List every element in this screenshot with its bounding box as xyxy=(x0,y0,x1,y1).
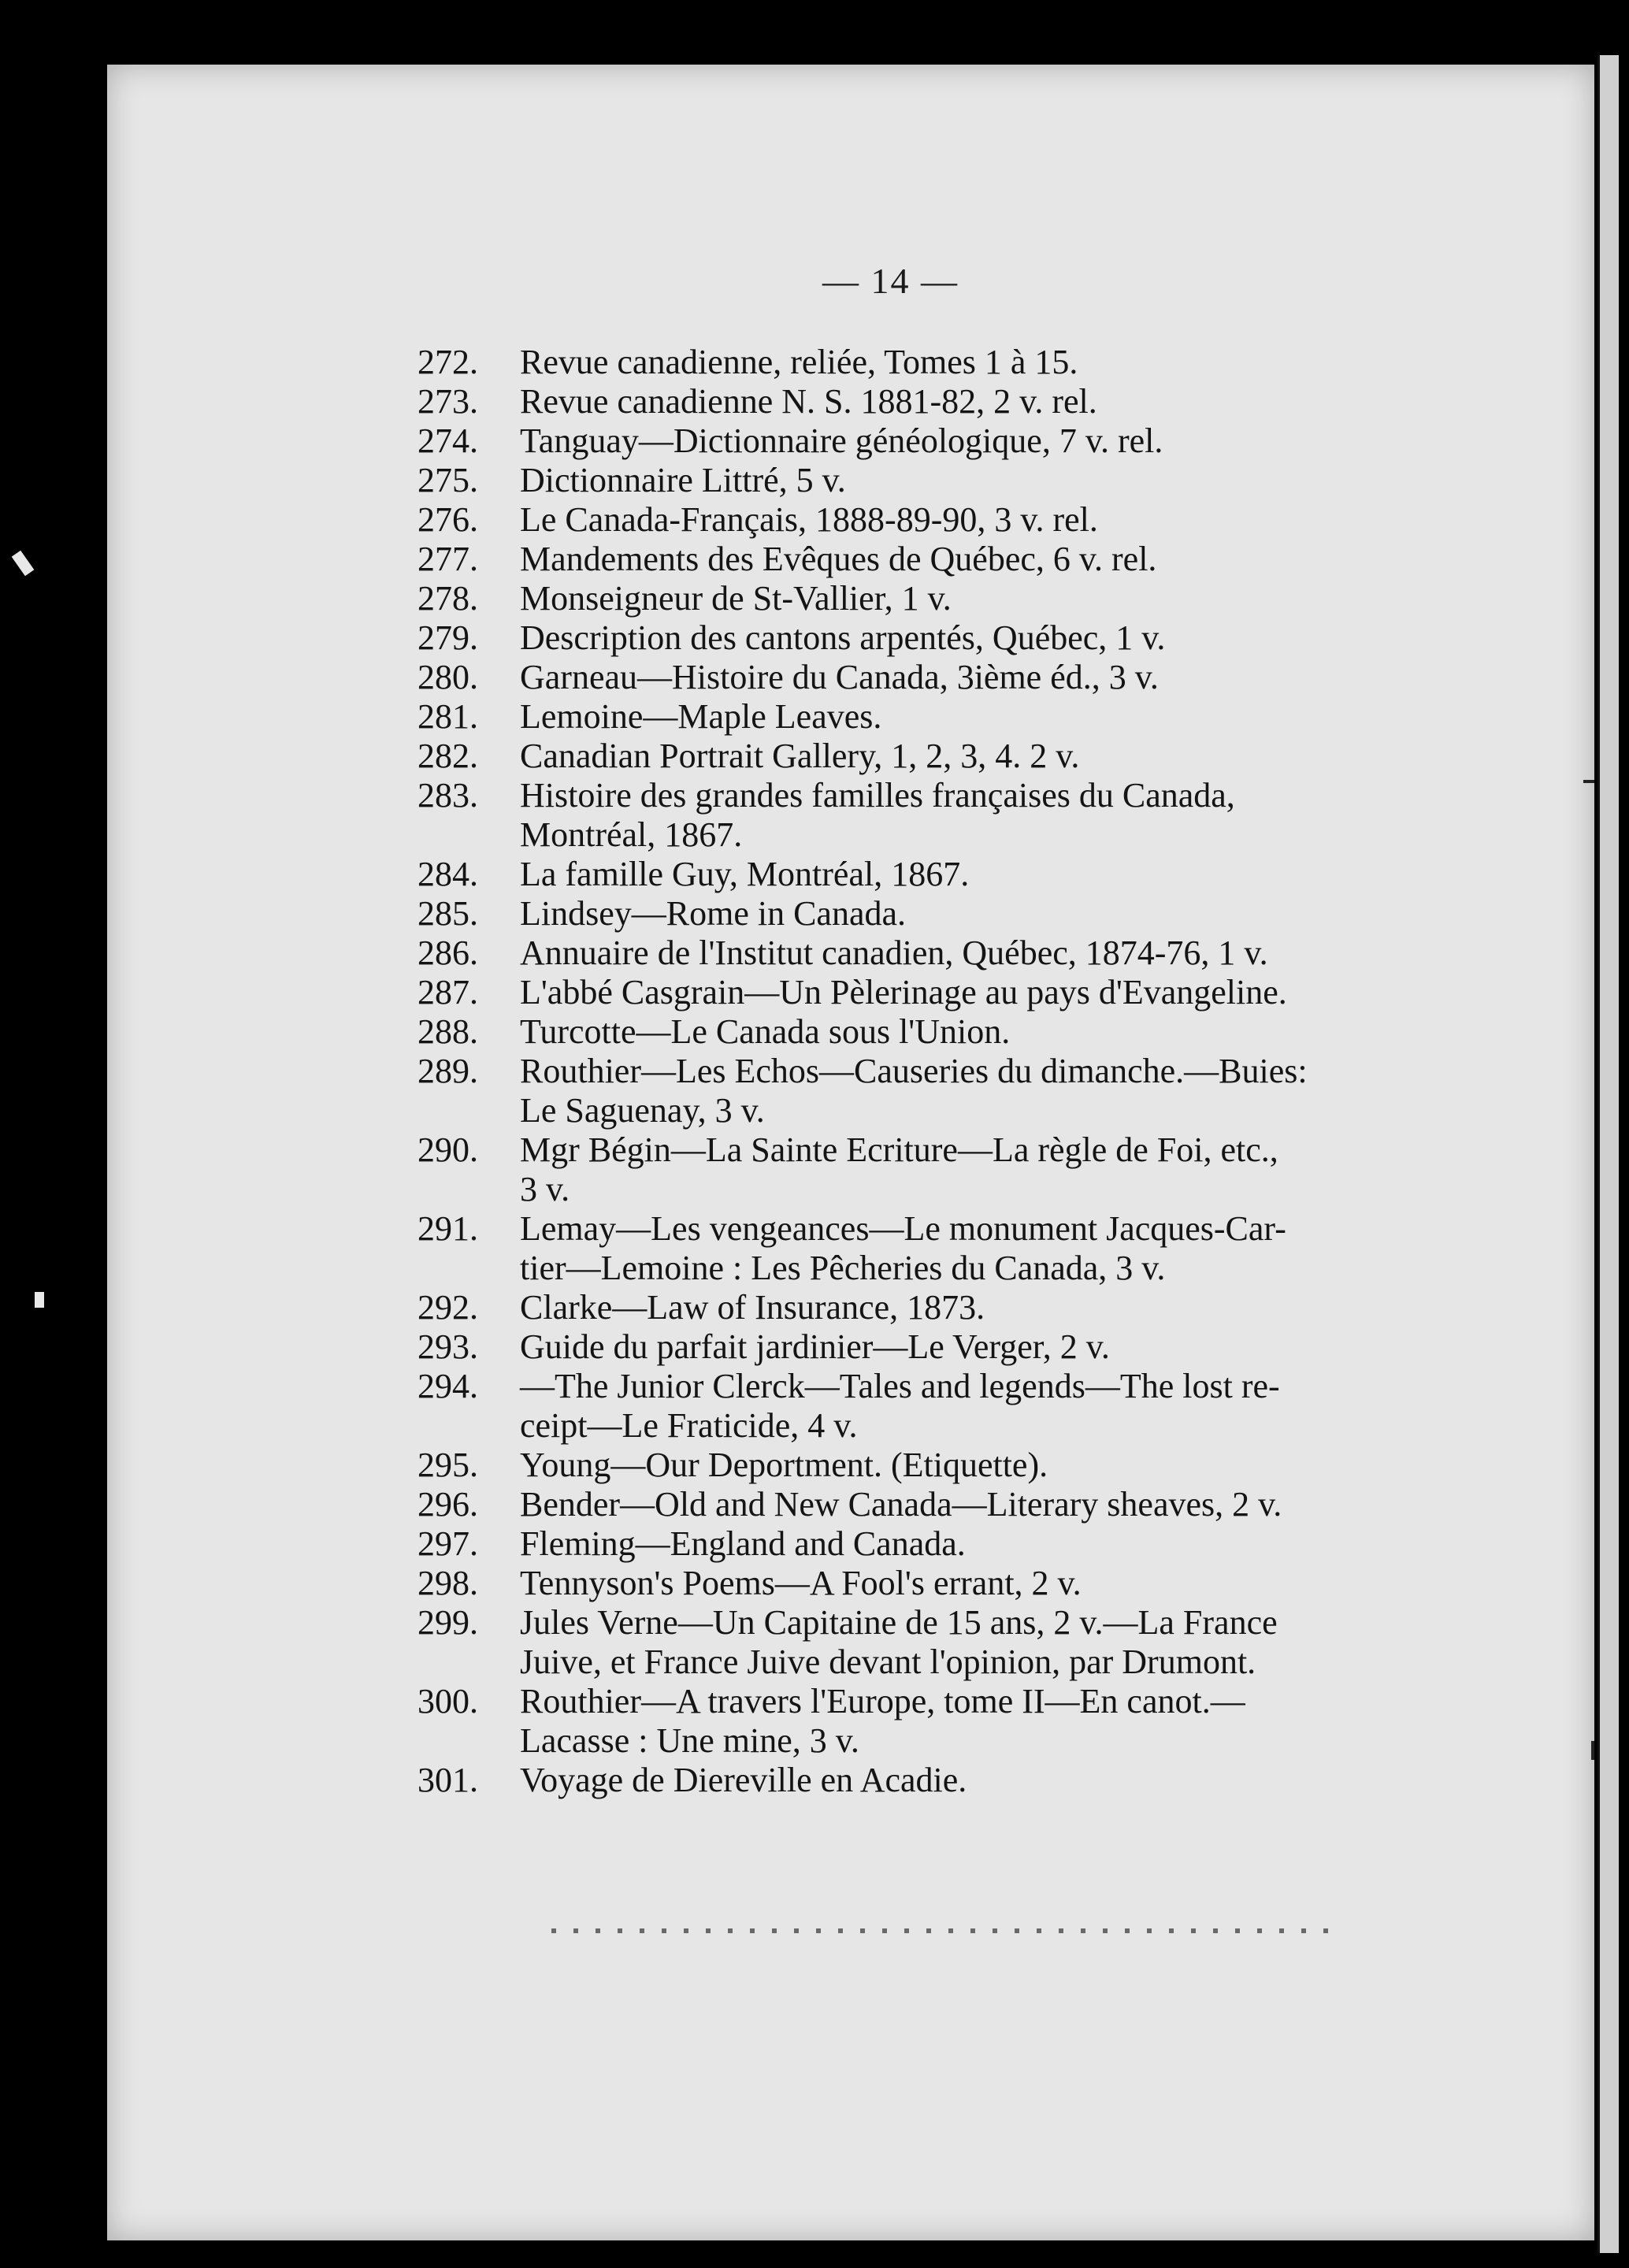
entry-number: 299. xyxy=(417,1603,478,1642)
catalogue-entry xyxy=(417,1130,1418,1209)
entry-text-line: Lacasse : Une mine, 3 v. xyxy=(520,1721,859,1760)
entry-text-line: Montréal, 1867. xyxy=(520,815,743,854)
entry-number: 273. xyxy=(417,382,478,421)
entry-number: 295. xyxy=(417,1446,478,1484)
entry-text-line: Turcotte—Le Canada sous l'Union. xyxy=(520,1012,1011,1051)
entry-text-line: Juive, et France Juive devant l'opinion, par Drumont. xyxy=(520,1643,1256,1681)
catalogue-entry xyxy=(417,343,1418,382)
entry-text-line: Bender—Old and New Canada—Literary sheaves, 2 v. xyxy=(520,1485,1282,1524)
entry-number: 293. xyxy=(417,1327,478,1366)
entry-number: 276. xyxy=(417,500,478,539)
catalogue-entries xyxy=(417,343,1418,1800)
catalogue-entry xyxy=(417,1485,1418,1524)
catalogue-entry xyxy=(417,461,1418,500)
entry-text-line: Lemay—Les vengeances—Le monument Jacques-Car- xyxy=(520,1209,1286,1248)
entry-text-line: Jules Verne—Un Capitaine de 15 ans, 2 v.—La France xyxy=(520,1603,1278,1642)
entry-number: 287. xyxy=(417,973,478,1012)
entry-text-line: Voyage de Diereville en Acadie. xyxy=(520,1761,967,1799)
entry-number: 289. xyxy=(417,1052,478,1090)
entry-text-line: Garneau—Histoire du Canada, 3ième éd., 3 v. xyxy=(520,658,1159,696)
entry-text-line: —The Junior Clerck—Tales and legends—The lost re- xyxy=(520,1367,1280,1405)
entry-text-line: Annuaire de l'Institut canadien, Québec, 1874-76, 1 v. xyxy=(520,934,1268,972)
catalogue-entry xyxy=(417,1327,1418,1367)
catalogue-entry xyxy=(417,382,1418,421)
entry-text-line: Revue canadienne, reliée, Tomes 1 à 15. xyxy=(520,343,1078,381)
entry-text-line: Routhier—A travers l'Europe, tome II—En canot.— xyxy=(520,1682,1245,1720)
entry-number: 282. xyxy=(417,737,478,775)
entry-text-line: ceipt—Le Fraticide, 4 v. xyxy=(520,1406,858,1445)
entry-text-line: Description des cantons arpentés, Québec, 1 v. xyxy=(520,618,1166,657)
catalogue-entry xyxy=(417,1012,1418,1052)
entry-text-line: Guide du parfait jardinier—Le Verger, 2 v. xyxy=(520,1327,1110,1366)
catalogue-entry xyxy=(417,1446,1418,1485)
entry-text-line: Le Saguenay, 3 v. xyxy=(520,1091,765,1130)
entry-number: 281. xyxy=(417,697,478,736)
entry-number: 285. xyxy=(417,894,478,933)
catalogue-entry xyxy=(417,1682,1418,1761)
entry-text-line: L'abbé Casgrain—Un Pèlerinage au pays d'Evangeline. xyxy=(520,973,1287,1012)
entry-number: 286. xyxy=(417,934,478,972)
margin-speck xyxy=(1591,1741,1594,1760)
entry-number: 275. xyxy=(417,461,478,499)
entry-number: 279. xyxy=(417,618,478,657)
entry-text-line: Fleming—England and Canada. xyxy=(520,1524,966,1563)
entry-text-line: Mandements des Evêques de Québec, 6 v. rel. xyxy=(520,540,1157,578)
catalogue-entry xyxy=(417,1603,1418,1682)
page-number: — 14 — xyxy=(822,261,959,301)
entry-number: 296. xyxy=(417,1485,478,1524)
catalogue-entry xyxy=(417,1761,1418,1800)
entry-text-line: Monseigneur de St-Vallier, 1 v. xyxy=(520,579,952,618)
left-margin-mark xyxy=(12,551,35,577)
catalogue-entry xyxy=(417,1564,1418,1603)
entry-number: 278. xyxy=(417,579,478,618)
entry-number: 294. xyxy=(417,1367,478,1405)
entry-text-line: Clarke—Law of Insurance, 1873. xyxy=(520,1288,985,1327)
bottom-dotted-rule xyxy=(551,1928,1339,1933)
catalogue-entry xyxy=(417,934,1418,973)
entry-number: 297. xyxy=(417,1524,478,1563)
entry-number: 290. xyxy=(417,1130,478,1169)
entry-text-line: 3 v. xyxy=(520,1170,570,1208)
catalogue-entry xyxy=(417,579,1418,618)
entry-number: 274. xyxy=(417,421,478,460)
catalogue-entry xyxy=(417,1524,1418,1564)
entry-text-line: Lemoine—Maple Leaves. xyxy=(520,697,882,736)
catalogue-entry xyxy=(417,737,1418,776)
catalogue-entry xyxy=(417,1052,1418,1130)
entry-number: 280. xyxy=(417,658,478,696)
entry-text-line: Lindsey—Rome in Canada. xyxy=(520,894,907,933)
entry-number: 291. xyxy=(417,1209,478,1248)
entry-number: 277. xyxy=(417,540,478,578)
catalogue-entry xyxy=(417,540,1418,579)
entry-number: 301. xyxy=(417,1761,478,1799)
catalogue-entry xyxy=(417,973,1418,1012)
catalogue-entry xyxy=(417,776,1418,855)
catalogue-entry xyxy=(417,1367,1418,1446)
entry-text-line: Tennyson's Poems—A Fool's errant, 2 v. xyxy=(520,1564,1082,1602)
catalogue-entry xyxy=(417,618,1418,658)
entry-number: 300. xyxy=(417,1682,478,1720)
catalogue-entry xyxy=(417,855,1418,894)
catalogue-entry xyxy=(417,1209,1418,1288)
entry-text-line: tier—Lemoine : Les Pêcheries du Canada, 3 v. xyxy=(520,1249,1166,1287)
entry-text-line: Routhier—Les Echos—Causeries du dimanche.—Buies: xyxy=(520,1052,1308,1090)
catalogue-entry xyxy=(417,894,1418,934)
entry-number: 284. xyxy=(417,855,478,893)
entry-text-line: Tanguay—Dictionnaire généologique, 7 v. rel. xyxy=(520,421,1163,460)
entry-text-line: Young—Our Deportment. (Etiquette). xyxy=(520,1446,1048,1484)
entry-text-line: Mgr Bégin—La Sainte Ecriture—La règle de Foi, etc., xyxy=(520,1130,1278,1169)
entry-number: 298. xyxy=(417,1564,478,1602)
catalogue-entry xyxy=(417,1288,1418,1327)
catalogue-entry xyxy=(417,421,1418,461)
left-margin-mark xyxy=(35,1292,44,1308)
page-edge xyxy=(1597,55,1619,2253)
entry-number: 288. xyxy=(417,1012,478,1051)
entry-text-line: Dictionnaire Littré, 5 v. xyxy=(520,461,846,499)
entry-text-line: Histoire des grandes familles françaises du Canada, xyxy=(520,776,1235,815)
margin-speck xyxy=(1583,780,1594,783)
entry-text-line: Revue canadienne N. S. 1881-82, 2 v. rel. xyxy=(520,382,1097,421)
entry-number: 272. xyxy=(417,343,478,381)
entry-number: 283. xyxy=(417,776,478,815)
entry-text-line: La famille Guy, Montréal, 1867. xyxy=(520,855,970,893)
entry-number: 292. xyxy=(417,1288,478,1327)
entry-text-line: Canadian Portrait Gallery, 1, 2, 3, 4. 2 v. xyxy=(520,737,1080,775)
catalogue-entry xyxy=(417,697,1418,737)
entry-text-line: Le Canada-Français, 1888-89-90, 3 v. rel. xyxy=(520,500,1098,539)
catalogue-entry xyxy=(417,500,1418,540)
catalogue-entry xyxy=(417,658,1418,697)
